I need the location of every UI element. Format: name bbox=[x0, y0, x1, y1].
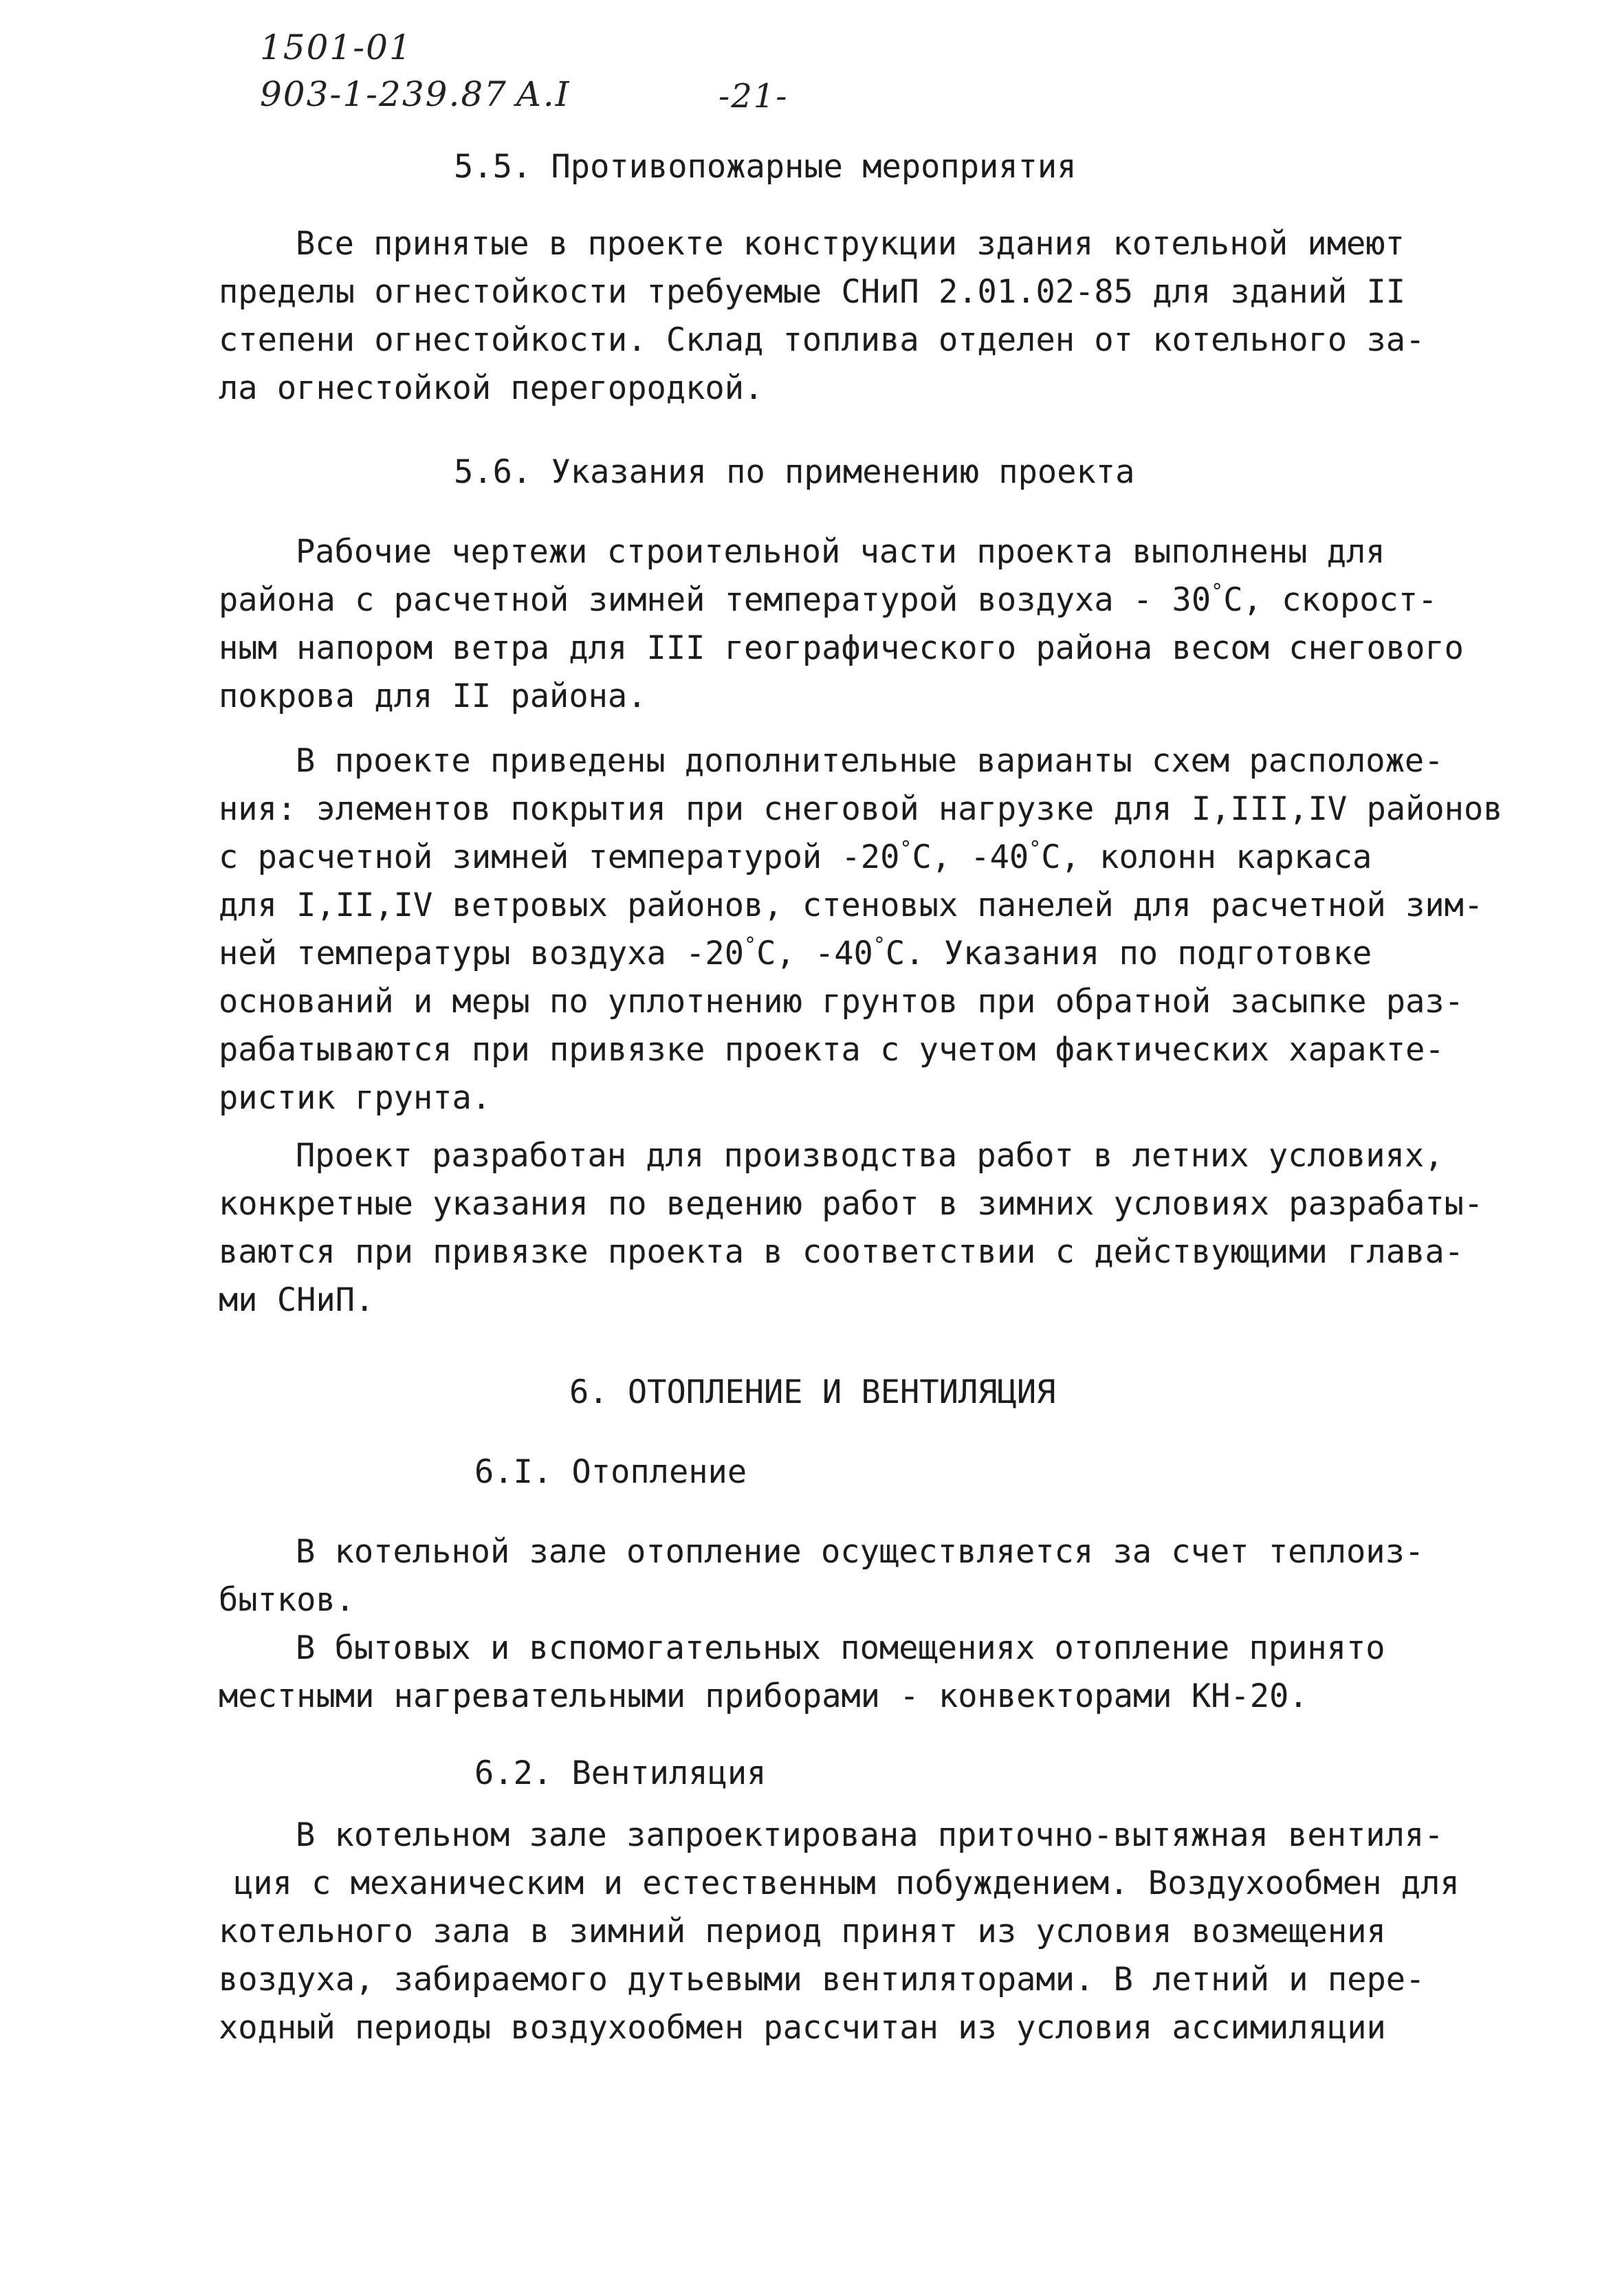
text-line: Рабочие чертежи строительной части проекта выполнены для bbox=[296, 533, 1385, 571]
text-line: конкретные указания по ведению работ в зимних условиях разрабаты- bbox=[219, 1185, 1484, 1223]
handwritten-code-1: 1501-01 bbox=[260, 28, 413, 67]
text-fragment: С, -40 bbox=[756, 935, 873, 972]
text-line bbox=[219, 834, 1503, 882]
degree-sign: ° bbox=[1211, 580, 1224, 604]
text-line bbox=[219, 930, 1503, 978]
text-line: ния: элементов покрытия при снеговой нагрузке для I,III,IV районов bbox=[219, 790, 1503, 828]
section-5-5-text bbox=[219, 220, 1425, 413]
page-number: -21- bbox=[718, 77, 789, 116]
text-line: ла огнестойкой перегородкой. bbox=[219, 369, 764, 407]
text-line: ристик грунта. bbox=[219, 1079, 492, 1117]
text-fragment: района с расчетной зимней температурой воздуха - 30 bbox=[219, 581, 1211, 619]
text-line: местными нагревательными приборами - конвекторами КН-20. bbox=[219, 1677, 1308, 1715]
section-5-6-paragraph-3 bbox=[219, 1132, 1483, 1325]
section-6-1-heading: 6.I. Отопление bbox=[474, 1453, 747, 1491]
text-line: пределы огнестойкости требуемые СНиП 2.01.02-85 для зданий II bbox=[219, 273, 1406, 311]
text-line: ми СНиП. bbox=[219, 1281, 375, 1319]
text-line: оснований и меры по уплотнению грунтов при обратной засыпке раз- bbox=[219, 983, 1464, 1021]
section-5-6-paragraph-1 bbox=[219, 528, 1464, 721]
text-line: ходный периоды воздухообмен рассчитан из условия ассимиляции bbox=[219, 2009, 1386, 2047]
text-line: В котельной зале отопление осуществляется за счет теплоиз- bbox=[296, 1533, 1425, 1571]
text-line: бытков. bbox=[219, 1581, 355, 1619]
text-line: ция с механическим и естественным побуждением. Воздухообмен для bbox=[234, 1864, 1460, 1902]
text-fragment: С, -40 bbox=[912, 838, 1029, 876]
text-line: Все принятые в проекте конструкции здания котельной имеют bbox=[296, 225, 1405, 263]
degree-sign: ° bbox=[899, 837, 912, 861]
text-line: котельного зала в зимний период принят из условия возмещения bbox=[219, 1913, 1386, 1950]
text-line bbox=[219, 576, 1464, 624]
text-line: В котельном зале запроектирована приточно-вытяжная вентиля- bbox=[296, 1816, 1444, 1854]
text-line: ным напором ветра для III географического района весом снегового bbox=[219, 629, 1464, 667]
text-line: для I,II,IV ветровых районов, стеновых панелей для расчетной зим- bbox=[219, 886, 1484, 924]
text-line: покрова для II района. bbox=[219, 677, 647, 715]
section-6-1-text bbox=[219, 1528, 1424, 1721]
degree-sign: ° bbox=[744, 933, 757, 957]
handwritten-code-2: 903-1-239.87 bbox=[260, 74, 507, 114]
section-5-6-paragraph-2 bbox=[219, 737, 1503, 1122]
section-6-heading: 6. ОТОПЛЕНИЕ И ВЕНТИЛЯЦИЯ bbox=[569, 1373, 1056, 1411]
text-line: Проект разработан для производства работ в летних условиях, bbox=[296, 1137, 1444, 1175]
handwritten-album-mark: А.I bbox=[516, 74, 571, 114]
text-line: ваются при привязке проекта в соответствии с действующими глава- bbox=[219, 1233, 1464, 1271]
text-fragment: ней температуры воздуха -20 bbox=[219, 935, 745, 972]
text-line: воздуха, забираемого дутьевыми вентиляторами. В летний и пере- bbox=[219, 1961, 1425, 1999]
degree-sign: ° bbox=[873, 933, 886, 957]
text-line: В бытовых и вспомогательных помещениях отопление принято bbox=[296, 1629, 1385, 1667]
degree-sign: ° bbox=[1029, 837, 1042, 861]
section-5-5-heading: 5.5. Противопожарные мероприятия bbox=[454, 148, 1077, 186]
section-6-2-text bbox=[219, 1811, 1460, 2052]
text-fragment: С. Указания по подготовке bbox=[885, 935, 1372, 972]
text-fragment: С, колонн каркаса bbox=[1041, 838, 1372, 876]
text-fragment: С, скорост- bbox=[1223, 581, 1438, 619]
text-line: степени огнестойкости. Склад топлива отделен от котельного за- bbox=[219, 321, 1425, 359]
text-line: рабатываются при привязке проекта с учетом фактических характе- bbox=[219, 1031, 1445, 1069]
text-fragment: с расчетной зимней температурой -20 bbox=[219, 838, 900, 876]
text-line: В проекте приведены дополнительные варианты схем расположе- bbox=[296, 742, 1444, 780]
section-6-2-heading: 6.2. Вентиляция bbox=[474, 1754, 767, 1792]
section-5-6-heading: 5.6. Указания по применению проекта bbox=[454, 453, 1135, 491]
